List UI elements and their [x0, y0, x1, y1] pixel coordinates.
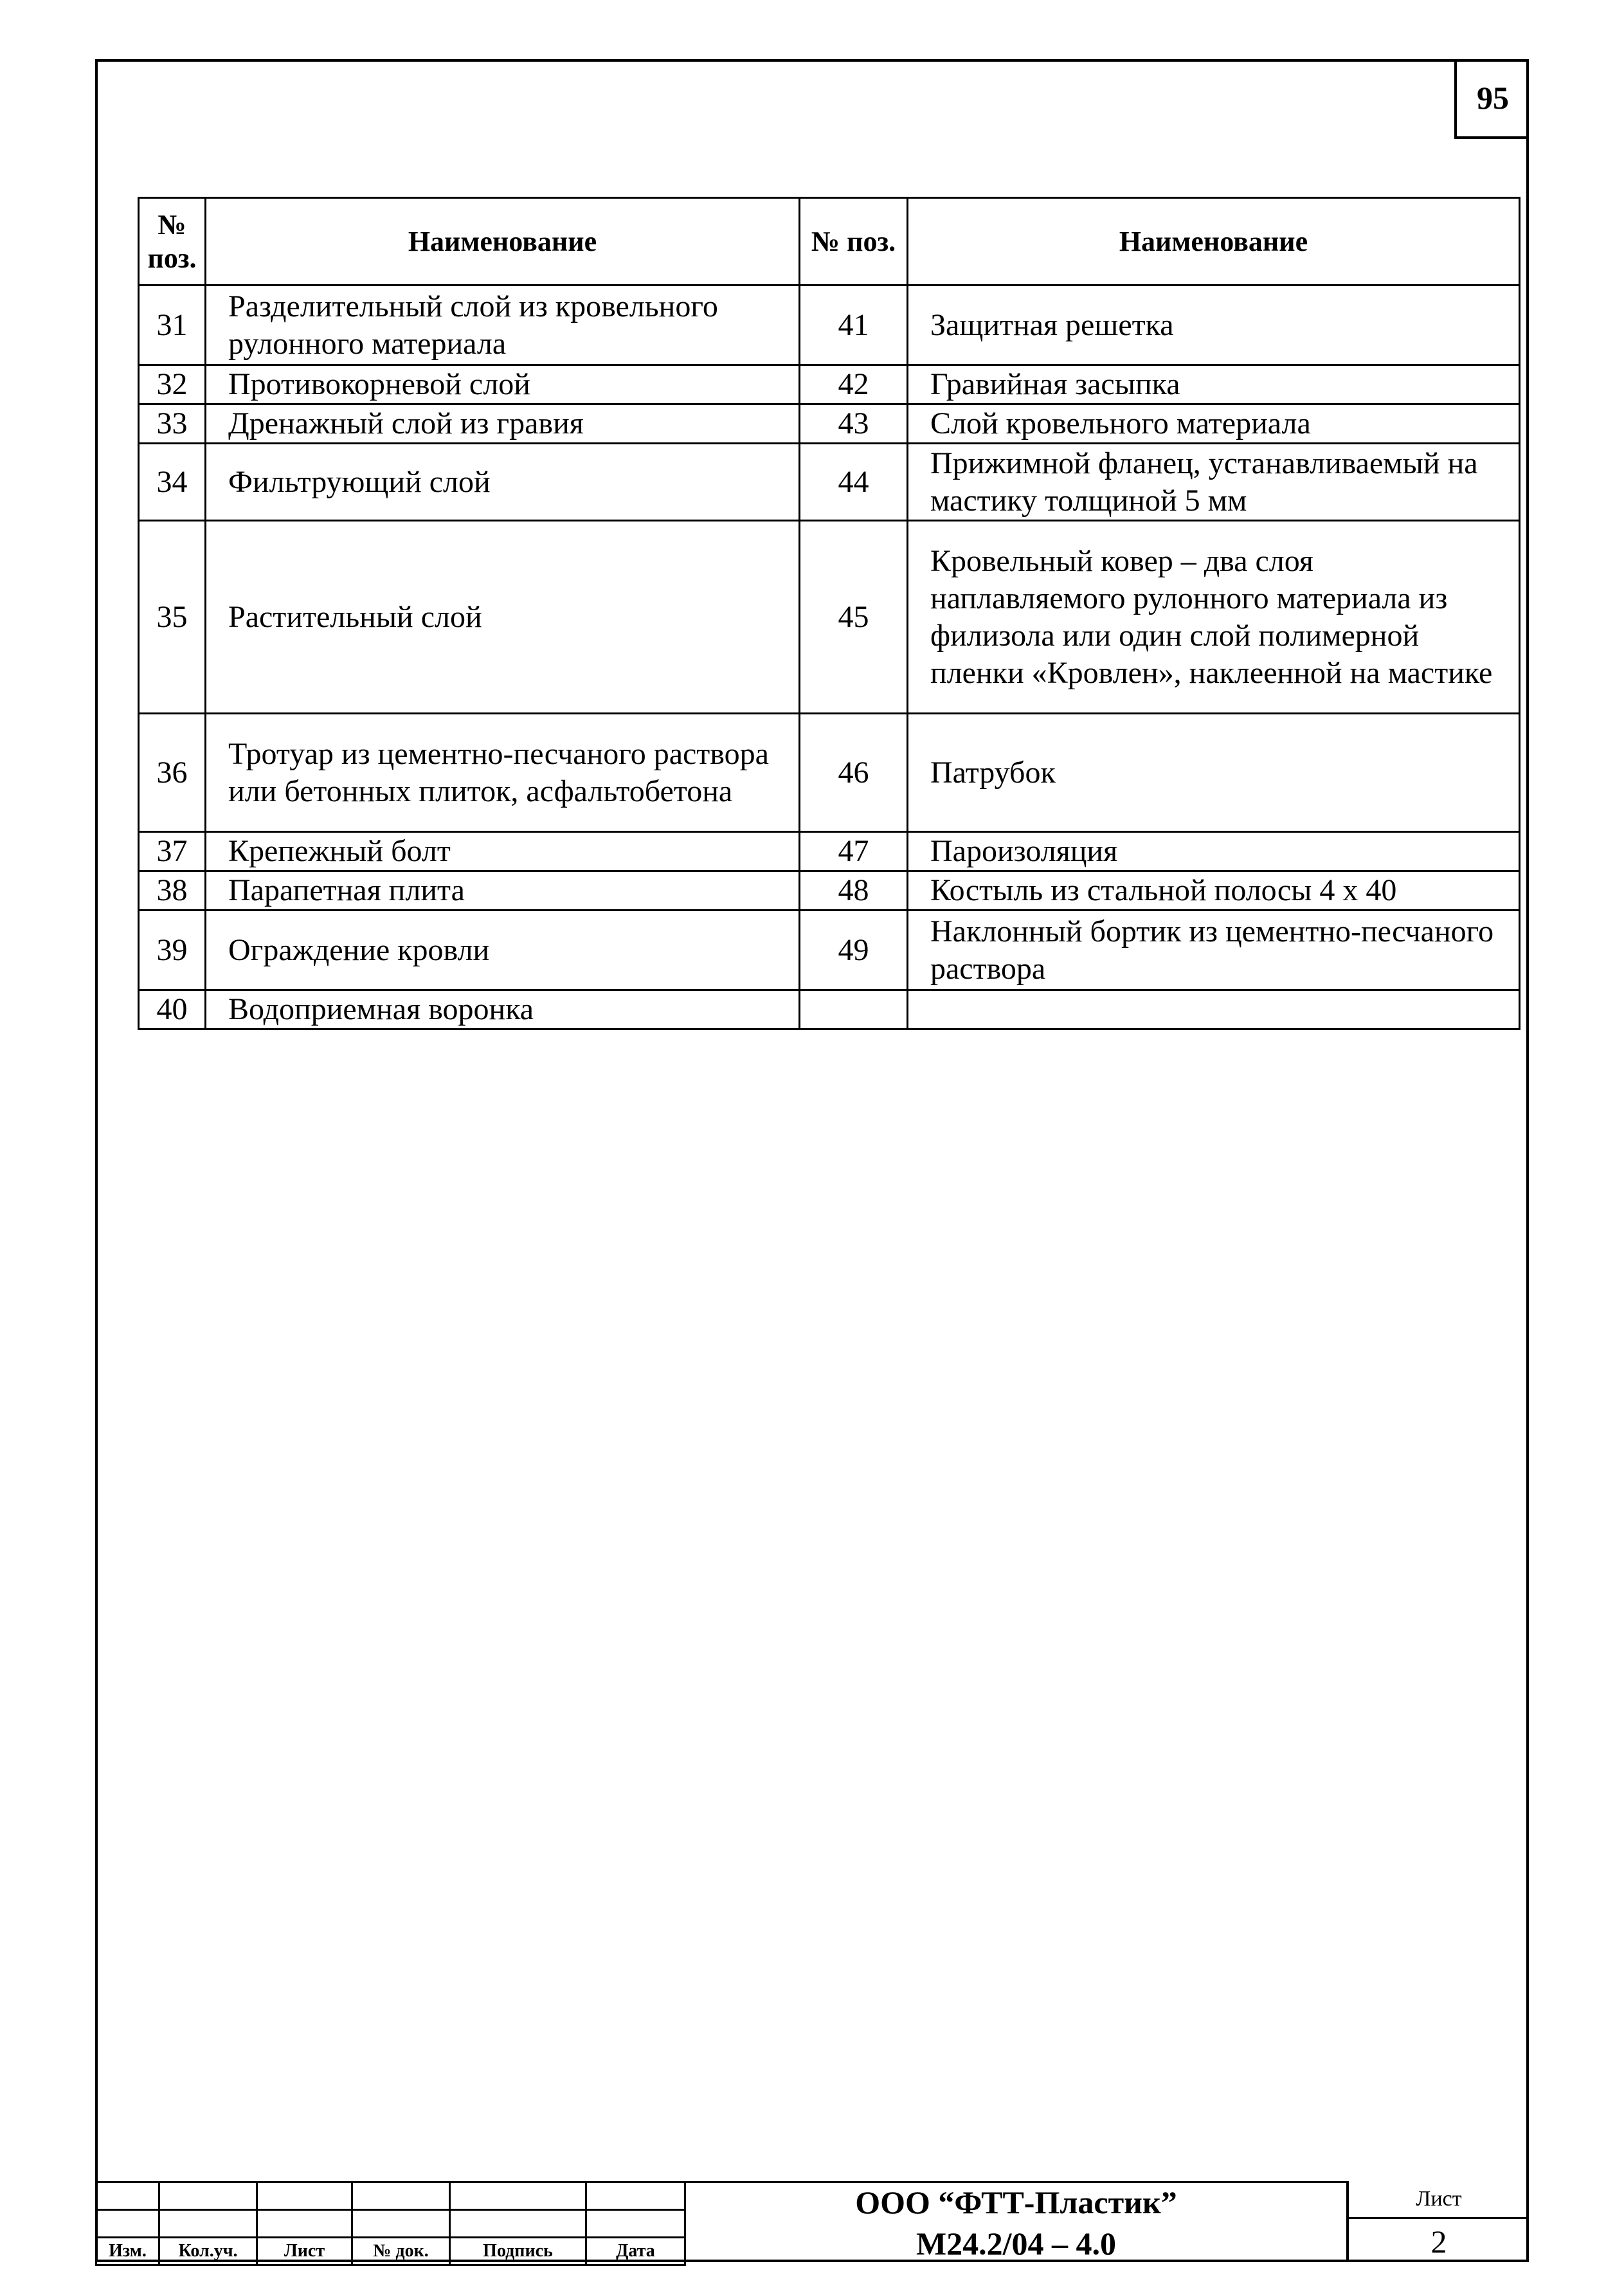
pos-right: 44 [800, 444, 908, 521]
stamp-row [96, 2182, 685, 2210]
table-row [139, 365, 1520, 404]
title-block [95, 2181, 1529, 2262]
name-right: Костыль из стальной полосы 4 х 40 [908, 871, 1520, 911]
pos-right: 41 [800, 286, 908, 365]
name-right: Гравийная засыпка [908, 365, 1520, 404]
pos-left: 40 [139, 990, 206, 1029]
revision-stamp [95, 2181, 686, 2266]
name-right: Патрубок [908, 714, 1520, 832]
name-left: Фильтрующий слой [206, 444, 800, 521]
stamp-row [96, 2210, 685, 2238]
pos-right: 46 [800, 714, 908, 832]
name-left: Парапетная плита [206, 871, 800, 911]
organization-name: ООО “ФТТ-Пластик” [855, 2184, 1177, 2220]
pos-left: 35 [139, 521, 206, 714]
stamp-label-row [96, 2238, 685, 2265]
pos-right: 43 [800, 404, 908, 444]
name-left: Водоприемная воронка [206, 990, 800, 1029]
header-pos-right: № поз. [800, 198, 908, 286]
pos-right [800, 990, 908, 1029]
name-left: Крепежный болт [206, 832, 800, 871]
stamp-label-list: Лист [257, 2238, 352, 2265]
name-right [908, 990, 1520, 1029]
pos-right: 47 [800, 832, 908, 871]
table-row [139, 521, 1520, 714]
name-right: Прижимной фланец, устанавливаемый на мастику толщиной 5 мм [908, 444, 1520, 521]
organization-block [684, 2181, 1346, 2262]
name-right: Пароизоляция [908, 832, 1520, 871]
name-left: Тротуар из цементно-песчаного раствора или бетонных плиток, асфальтобетона [206, 714, 800, 832]
name-right: Наклонный бортик из цементно-песчаного раствора [908, 911, 1520, 990]
table-row [139, 871, 1520, 911]
pos-left: 34 [139, 444, 206, 521]
document-code: М24.2/04 – 4.0 [916, 2225, 1117, 2261]
name-left: Разделительный слой из кровельного рулонного материала [206, 286, 800, 365]
pos-left: 33 [139, 404, 206, 444]
stamp-label-date: Дата [586, 2238, 685, 2265]
name-right: Слой кровельного материала [908, 404, 1520, 444]
name-left: Растительный слой [206, 521, 800, 714]
table-row [139, 832, 1520, 871]
stamp-label-kol-uch: Кол.уч. [159, 2238, 257, 2265]
name-left: Ограждение кровли [206, 911, 800, 990]
table-row [139, 404, 1520, 444]
stamp-label-izm: Изм. [96, 2238, 159, 2265]
specification-table [138, 197, 1520, 1030]
pos-left: 39 [139, 911, 206, 990]
pos-right: 42 [800, 365, 908, 404]
pos-left: 37 [139, 832, 206, 871]
pos-right: 45 [800, 521, 908, 714]
sheet-label: Лист [1349, 2181, 1529, 2219]
pos-right: 49 [800, 911, 908, 990]
pos-right: 48 [800, 871, 908, 911]
table-row [139, 286, 1520, 365]
sheet-block [1346, 2181, 1529, 2262]
stamp-label-doc-no: № док. [352, 2238, 450, 2265]
header-name-left: Наименование [206, 198, 800, 286]
stamp-label-signature: Подпись [450, 2238, 586, 2265]
page-number: 95 [1454, 59, 1529, 139]
header-pos-left: № поз. [139, 198, 206, 286]
table-row [139, 444, 1520, 521]
pos-left: 31 [139, 286, 206, 365]
name-right: Защитная решетка [908, 286, 1520, 365]
table-row [139, 714, 1520, 832]
name-left: Дренажный слой из гравия [206, 404, 800, 444]
header-name-right: Наименование [908, 198, 1520, 286]
table-row [139, 990, 1520, 1029]
pos-left: 36 [139, 714, 206, 832]
table-row [139, 911, 1520, 990]
pos-left: 32 [139, 365, 206, 404]
name-left: Противокорневой слой [206, 365, 800, 404]
name-right: Кровельный ковер – два слоя наплавляемого рулонного материала из филизола или один слой полимерной пленки «Кровлен», наклеенной на мастике [908, 521, 1520, 714]
pos-left: 38 [139, 871, 206, 911]
sheet-number: 2 [1430, 2224, 1447, 2260]
table-header-row [139, 198, 1520, 286]
